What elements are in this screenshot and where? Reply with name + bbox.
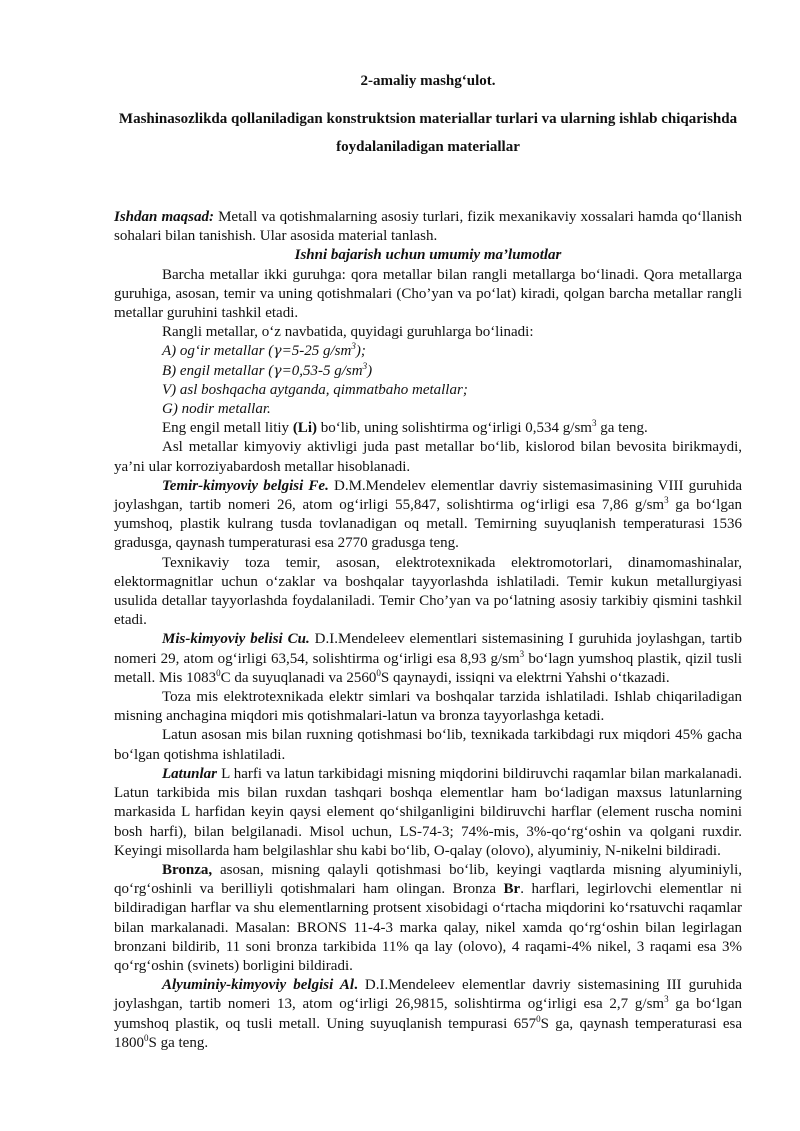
lithium-symbol: (Li) — [292, 420, 317, 437]
aim-paragraph — [114, 208, 742, 246]
list-item-heavy-metals: A) og‘ir metallar (γ=5-25 $g/sm^3$); — [162, 341, 366, 360]
paragraph-brass-intro: Latun asosan mis bilan ruxning qotishmasi bo‘lib, texnikada tarkibdagi rux miqdori 45% gacha bo‘lgan qotishma ishlatiladi. — [114, 727, 742, 763]
paragraph-metal-groups: Barcha metallar ikki guruhga: qora metallar bilan rangli metallarga bo‘linadi. Qora metallarga guruhiga, asosan, temir va uning qotishmalari (Cho’yan va po‘lat) kiradi, qolgan barcha metallar rangli metallar guruhini tashkil etadi. — [114, 266, 742, 322]
paragraph-colored-metals: Rangli metallar, o‘z navbatida, quyidagi guruhlarga bo‘linadi: — [162, 324, 534, 341]
paragraph-bronze: Bronza, asosan, misning qalayli qotishmasi bo‘lib, keyingi vaqtlarda misning alyuminiyli, qo‘rg‘oshinli va berilliyli qotishmalari ham olingan. Bronza Br. harflari, legirlovchi elementlar ni bildiradigan harflar va shu elementlarning protsent xisobidagi o‘rtacha miqdorini ko‘rsatuvchi raqamlar bilan markalanadi. Masalan: BRONS 11-4-3 marka qalay, nikel xamda qo‘rg‘oshin bilan legirlagan bronzani bildirib, 11 soni bronza tarkibida 11% qa lay (olovo), 4 raqami-4% nikel, 3 raqami esa 3% qo‘rg‘oshin (svinets) borligini bildiradi. — [114, 861, 742, 974]
page-subtitle: Mashinasozlikda qollaniladigan konstruktsion materiallar turlari va ularning ishlab chiqarishda foydalaniladigan materiallar — [118, 111, 738, 155]
paragraph-brass-marking: Latunlar L harfi va latun tarkibidagi misning miqdorini bildiruvchi raqamlar bilan markalanadi. Latun tarkibida mis bilan ruxdan tashqari boshqa elementlar ham bo‘ladigan maxsus latunlarning markasida L harfidan keyin qaysi element qo‘shilganligini bildiruvchi harflar (element ruscha nomini bosh harfi), bilan belgilanadi. Misol uchun, LS-74-3; 74%-mis, 3%-qo‘rg‘oshin va qolgani ruxdir. Keyingi misollarda ham belgilashlar shu kabi bo‘lib, O-qalay (olovo), alyuminiy, N-nikelni bildiradi. — [114, 765, 742, 859]
paragraph-noble-metals: Asl metallar kimyoviy aktivligi juda past metallar bo‘lib, kislorod bilan bevosita birikmaydi, ya’ni ular korroziyabardosh metallar hisoblanadi. — [114, 439, 742, 475]
aim-text: Metall va qotishmalarning asosiy turlari, fizik mexanikaviy xossalari hamda qo‘llanish sohalari bilan tanishish. Ular asosida material tanlash. — [114, 209, 742, 245]
list-item-rare-metals: G) nodir metallar. — [162, 401, 271, 418]
list-item-precious-metals: V) asl boshqacha aytganda, qimmatbaho metallar; — [162, 381, 468, 398]
gamma-symbol: γ — [273, 343, 282, 360]
page-title: 2-amaliy mashg‘ulot. — [360, 73, 496, 89]
list-item-light-metals: B) engil metallar (γ=0,53-5 $g/sm^3$) — [162, 360, 373, 379]
aim-label: Ishdan maqsad: — [114, 209, 214, 225]
document-page — [114, 72, 742, 1053]
paragraph-pure-iron: Texnikaviy toza temir, asosan, elektrotexnikada elektromotorlari, dinamomashinalar, elektormagnitlar uchun o‘zaklar va boshqalar tayyorlashda ishlatiladi. Temir kukun metallurgiyasi usulida detallar tayyorlashda foydalaniladi. Temir Cho’yan va po‘latning asosiy tarkibiy qismini tashkil etadi. — [114, 554, 742, 629]
copper-label: Mis-kimyoviy belisi Cu. — [162, 631, 310, 648]
paragraph-copper: Mis-kimyoviy belisi Cu. D.I.Mendeleev elementlari sistemasining I guruhida joylashgan, tartib nomeri 29, atom og‘irligi 63,54, solishtirma og‘irligi esa 8,93 $g/sm^3$ bo‘lagn yumshoq plastik, qizil tusli metall. Mis 1083$^0$C da suyuqlanadi va 2560$^0$S qaynaydi, issiqni va elektrni Yahshi o‘tkazadi. — [114, 631, 743, 686]
paragraph-lithium: Eng engil metall litiy (Li) bo‘lib, uning solishtirma og‘irligi 0,534 $g/sm^3$ ga teng. — [162, 418, 648, 437]
paragraph-pure-copper: Toza mis elektrotexnikada elektr simlari va boshqalar tarzida ishlatiladi. Ishlab chiqariladigan misning anchagina miqdori mis qotishmalari-latun va bronza tayyorlashga ketadi. — [114, 689, 742, 725]
title-spacer — [114, 161, 742, 208]
aluminium-label: Alyuminiy-kimyoviy belgisi Al — [162, 977, 354, 994]
bronze-label: Bronza, — [162, 861, 213, 878]
bronze-symbol: Br — [503, 881, 521, 898]
paragraph-iron: Temir-kimyoviy belgisi Fe. D.M.Mendelev elementlar davriy sistemasimasining VIII guruhida joylashgan, tartib nomeri 26, atom og‘irligi 55,847, solishtirma og‘irligi esa 7,86 $g/sm^3$ ga bo‘lgan yumshoq, plastik kulrang tusda tovlanadigan oq metall. Temirning suyuqlanish temperaturasi 1536 gradusga, qaynash tumperaturasi esa 2770 gradusga teng. — [114, 477, 742, 552]
brass-label: Latunlar — [162, 765, 218, 782]
gamma-symbol: γ — [273, 362, 282, 379]
section-heading: Ishni bajarish uchun umumiy ma’lumotlar — [294, 247, 562, 264]
iron-label: Temir-kimyoviy belgisi Fe. — [162, 477, 329, 494]
paragraph-aluminium: Alyuminiy-kimyoviy belgisi Al. D.I.Mendeleev elementlar davriy sistemasining III guruhida joylashgan, tartib nomeri 13, atom og‘irligi 26,9815, solishtirma og‘irligi esa 2,7 $g/sm^3$ ga bo‘lgan yumshoq plastik, oq tusli metall. Uning suyuqlanish tempurasi $657^0S$ ga, qaynash temperaturasi esa 1800$^0$S ga teng. — [114, 977, 742, 1051]
